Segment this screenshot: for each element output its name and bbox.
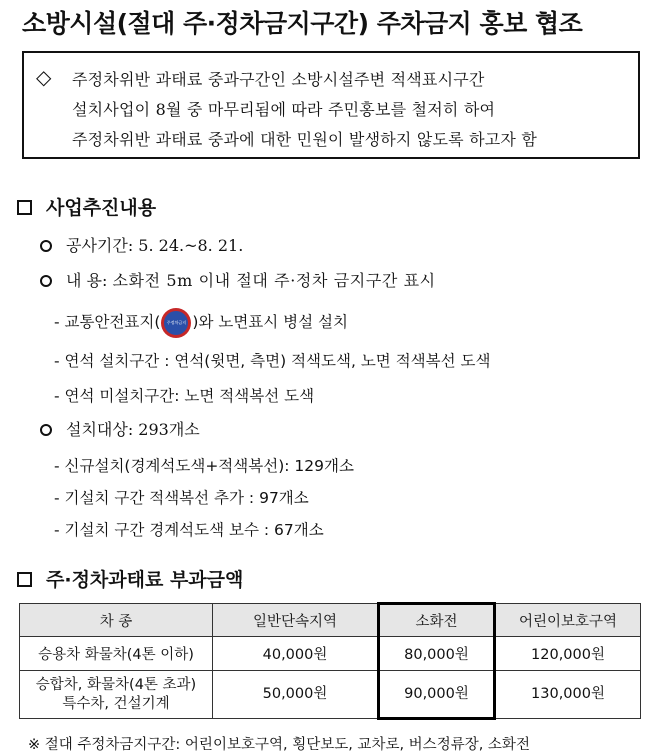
summary-line-3: 주정차위반 과태료 중과에 대한 민원이 발생하지 않도록 하고자 함	[72, 130, 538, 149]
table-header-vehicle: 차 종	[20, 604, 213, 637]
summary-line-1: 주정차위반 과태료 중과구간인 소방시설주변 적색표시구간	[72, 70, 485, 89]
sub-item-curb-installed: - 연석 설치구간 : 연석(윗면, 측면) 적색도색, 노면 적색복선 도색	[54, 352, 491, 370]
table-row	[20, 671, 641, 719]
diamond-bullet-icon: ◇	[36, 65, 52, 89]
no-parking-sign-icon: 주정차금지	[161, 308, 191, 338]
item-target: 설치대상: 293개소	[40, 417, 200, 440]
square-bullet-icon	[17, 572, 32, 587]
table-cell-school-zone: 130,000원	[495, 671, 641, 719]
sub-item-new-install: - 신규설치(경계석도색+적색복선): 129개소	[54, 457, 354, 475]
section-heading-fines: 주·정차과태료 부과금액	[17, 565, 243, 592]
square-bullet-icon	[17, 200, 32, 215]
section-heading-project: 사업추진내용	[17, 193, 156, 220]
sub-item-sign: - 교통안전표지( 주정차금지 )와 노면표시 병설 설치	[54, 307, 348, 338]
table-header-school-zone: 어린이보호구역	[495, 604, 641, 637]
table-header-hydrant: 소화전	[379, 604, 495, 637]
fine-table	[19, 602, 641, 720]
page-title: 소방시설(절대 주·정차금지구간) 주차금지 홍보 협조	[22, 9, 583, 38]
table-header-general: 일반단속지역	[213, 604, 379, 637]
table-cell-hydrant: 80,000원	[379, 637, 495, 671]
item-period: 공사기간: 5. 24.~8. 21.	[40, 233, 243, 256]
table-cell-hydrant: 90,000원	[379, 671, 495, 719]
table-row	[20, 637, 641, 671]
summary-line-2: 설치사업이 8월 중 마무리됨에 따라 주민홍보를 철저히 하여	[72, 100, 496, 119]
circle-bullet-icon	[40, 275, 52, 287]
footnote: ※ 절대 주정차금지구간: 어린이보호구역, 횡단보도, 교차로, 버스정류장, 소화전	[28, 737, 530, 753]
table-cell-general: 50,000원	[213, 671, 379, 719]
table-cell-general: 40,000원	[213, 637, 379, 671]
circle-bullet-icon	[40, 240, 52, 252]
item-content: 내 용: 소화전 5m 이내 절대 주·정차 금지구간 표시	[40, 268, 436, 291]
table-cell-school-zone: 120,000원	[495, 637, 641, 671]
sub-item-existing-add: - 기설치 구간 적색복선 추가 : 97개소	[54, 489, 309, 507]
circle-bullet-icon	[40, 424, 52, 436]
table-cell-vehicle: 승합차, 화물차(4톤 초과) 특수차, 건설기계	[20, 671, 213, 719]
table-cell-vehicle: 승용차 화물차(4톤 이하)	[20, 637, 213, 671]
sub-item-existing-repair: - 기설치 구간 경계석도색 보수 : 67개소	[54, 521, 324, 539]
summary-box	[22, 51, 640, 159]
sub-item-curb-not-installed: - 연석 미설치구간: 노면 적색복선 도색	[54, 387, 315, 405]
